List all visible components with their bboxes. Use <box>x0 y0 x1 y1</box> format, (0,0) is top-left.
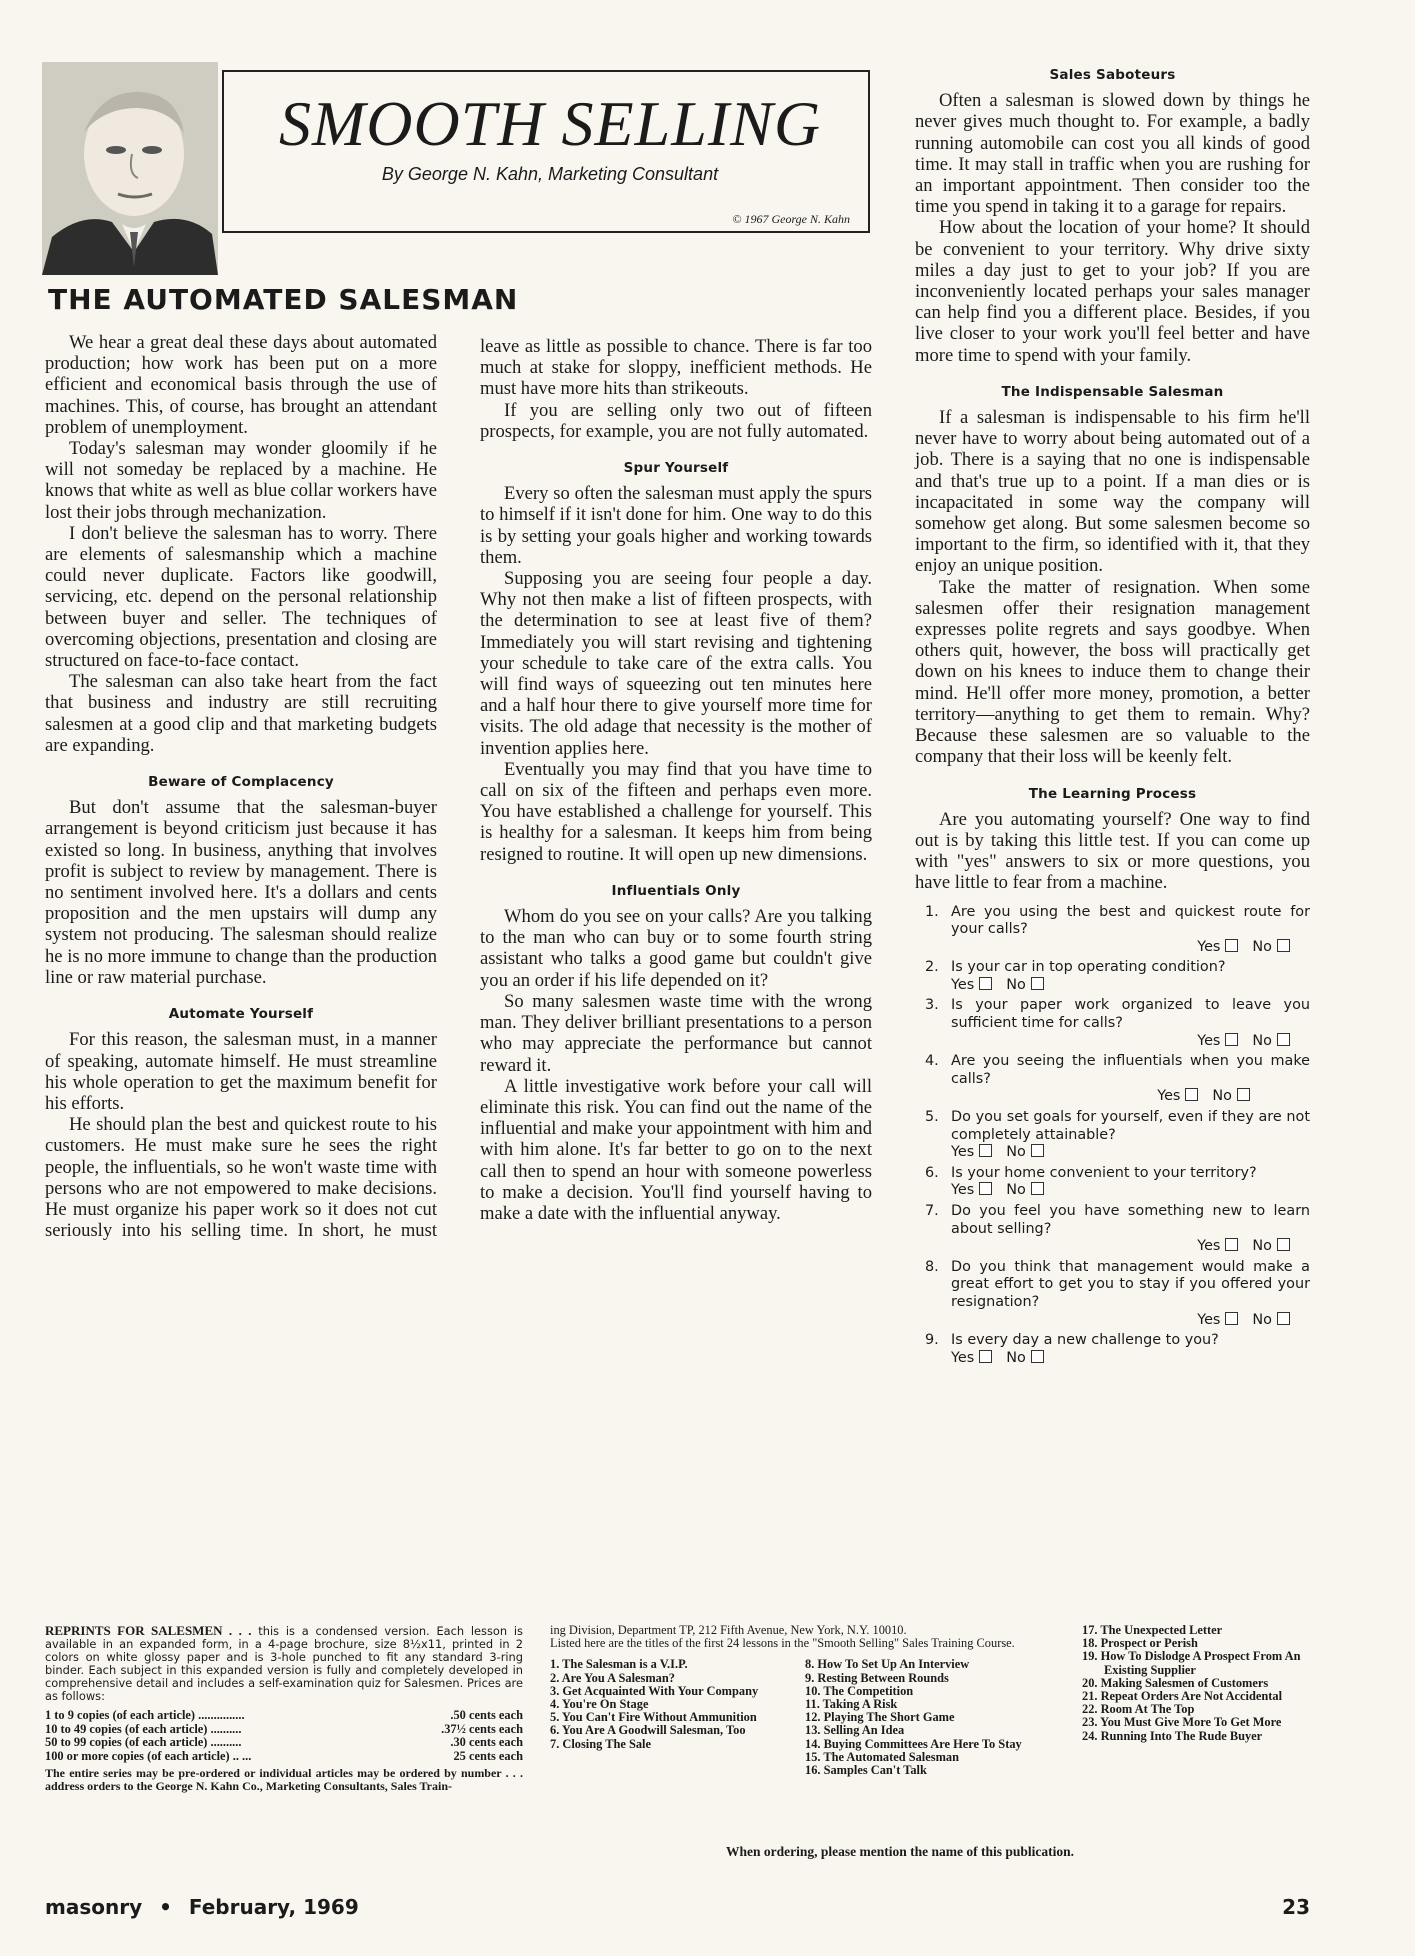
column-title: SMOOTH SELLING <box>278 88 822 159</box>
yes-checkbox[interactable] <box>1185 1088 1198 1101</box>
reprints-lead: REPRINTS FOR SALESMEN . . . <box>45 1623 252 1638</box>
paragraph: So many salesmen waste time with the wrong man. They deliver brilliant presentations to a person who may appreciate the performance but cannot reward it. <box>480 990 872 1076</box>
subheading: The Learning Process <box>1028 785 1197 802</box>
paragraph: If you are selling only two out of fifteen prospects, for example, you are not fully automated. <box>480 399 872 442</box>
lesson-item: 20. Making Salesmen of Customers <box>1082 1675 1269 1690</box>
price-row: 50 to 99 copies (of each article) .......... .30 cents each <box>45 1735 523 1750</box>
lesson-columns <box>550 1658 1070 1777</box>
yes-checkbox[interactable] <box>1225 1033 1238 1046</box>
lesson-item: 3. Get Acquainted With Your Company <box>550 1683 759 1698</box>
lesson-item: 13. Selling An Idea <box>805 1723 905 1738</box>
lesson-item: 14. Buying Committees Are Here To Stay <box>805 1736 1022 1751</box>
reprints-text: this is a condensed version. Each lesson is available in an expanded form, in a 4-page brochure, size 8½x11, printed in 2 colors on white glossy paper and is 3-hole punched to fit any standard 3-ring binder. Each subject in this expanded version is fully and completely developed in comprehensive detail and includes a self-examination quiz for Salesmen. Prices are as follows: <box>45 1624 523 1703</box>
paragraph: I don't believe the salesman has to worry. There are elements of salesmanship which a machine could never duplicate. Factors like goodwill, servicing, etc. depend on the personal relationship between buyer and seller. The techniques of overcoming objections, presentation and closing are structured on face-to-face contact. <box>45 522 437 672</box>
article-headline: THE AUTOMATED SALESMAN <box>48 283 519 316</box>
lesson-item: 5. You Can't Fire Without Ammunition <box>550 1710 757 1725</box>
quiz-question: 4. Are you seeing the influentials when you make calls? Yes No <box>925 1053 1310 1105</box>
lesson-list <box>805 1658 1070 1777</box>
paragraph: leave as little as possible to chance. There is far too much at stake for sloppy, inefficient methods. He must have more hits than strikeouts. <box>480 336 872 400</box>
lesson-item: 6. You Are A Goodwill Salesman, Too <box>550 1723 746 1738</box>
lesson-item: 22. Room At The Top <box>1082 1702 1195 1717</box>
paragraph: If a salesman is indispensable to his firm he'll never have to worry about being automated out of a job. There is a saying that no one is indispensable and that's true up to a point. If a man dies or is incapacitated in some way the company will somehow get along. But some salesmen become so important to the firm, so identified with it, that they enjoy an unique position. <box>915 407 1310 577</box>
lesson-item: 17. The Unexpected Letter <box>1082 1623 1223 1637</box>
quiz-question: 3. Is your paper work organized to leave you sufficient time for calls? Yes No <box>925 997 1310 1049</box>
lesson-list-3 <box>1082 1624 1312 1743</box>
subheading: Influentials Only <box>611 882 741 899</box>
lesson-item: 21. Repeat Orders Are Not Accidental <box>1082 1689 1283 1704</box>
lesson-item: 9. Resting Between Rounds <box>805 1670 949 1685</box>
yes-checkbox[interactable] <box>1225 1312 1238 1325</box>
bullet-separator: • <box>159 1895 172 1919</box>
no-checkbox[interactable] <box>1237 1088 1250 1101</box>
quiz-question: 8. Do you think that management would make a great effort to get you to stay if you offered your resignation? Yes No <box>925 1258 1310 1328</box>
subheading: Sales Saboteurs <box>1049 67 1176 83</box>
no-checkbox[interactable] <box>1277 1033 1290 1046</box>
paragraph: But don't assume that the salesman-buyer arrangement is beyond criticism just because it has existed so long. In business, anything that involves profit is subject to review by management. There is no sentiment involved here. It's a dollars and cents proposition and the men upstairs will dump any system not producing. The salesman should realize he is no more immune to change than the production line or raw material purchase. <box>45 797 437 988</box>
lesson-item: 19. How To Dislodge A Prospect From An Existing Supplier <box>1082 1649 1301 1677</box>
quiz-question: 7. Do you feel you have something new to learn about selling? Yes No <box>925 1203 1310 1255</box>
lesson-item: 11. Taking A Risk <box>805 1697 898 1712</box>
quiz-question: 2. Is your car in top operating condition? Yes No <box>925 959 1226 993</box>
lesson-item: 24. Running Into The Rude Buyer <box>1082 1728 1263 1743</box>
no-checkbox[interactable] <box>1277 1238 1290 1251</box>
no-checkbox[interactable] <box>1277 939 1290 952</box>
paragraph: Often a salesman is slowed down by things he never gives much thought to. For example, a badly running automobile can cost you all kinds of good time. It may stall in traffic when you are rushing for an important appointment. Then consider too the time you spend in taking it to a garage for repairs. <box>915 90 1310 218</box>
paragraph: Today's salesman may wonder gloomily if he will not someday be replaced by a machine. He knows that white as well as blue collar workers have lost their jobs through mechanization. <box>45 438 437 523</box>
yes-checkbox[interactable] <box>979 1144 992 1157</box>
no-checkbox[interactable] <box>1031 977 1044 990</box>
lesson-item: 4. You're On Stage <box>550 1697 649 1712</box>
price-row: 1 to 9 copies (of each article) ............... .50 cents each <box>45 1708 523 1722</box>
lesson-list <box>1082 1624 1312 1743</box>
lesson-item: 23. You Must Give More To Get More <box>1082 1715 1282 1730</box>
price-row: 100 or more copies (of each article) .. ... 25 cents each <box>45 1748 523 1763</box>
subheading: Spur Yourself <box>623 460 729 477</box>
paragraph: Are you automating yourself? One way to find out is by taking this little test. If you can come up with "yes" answers to six or more questions, you have little to fear from a machine. <box>915 808 1310 894</box>
paragraph: Supposing you are seeing four people a day. Why not then make a list of fifteen prospects, with the determination to see at least five of them? Immediately you will start revising and tightening your schedule to take care of the extra calls. You will find ways of squeezing out ten minutes here and a half hour there to give yourself more time for visits. The old adage that necessity is the mother of invention applies here. <box>480 568 872 759</box>
yes-checkbox[interactable] <box>1225 1238 1238 1251</box>
lessons-listing <box>550 1624 1070 1777</box>
paragraph: We hear a great deal these days about automated production; how work has been put on a more efficient and economical basis through the use of machines. This, of course, has brought an attendant problem of unemployment. <box>45 332 437 438</box>
subheading: Beware of Complacency <box>148 774 334 791</box>
byline: By George N. Kahn, Marketing Consultant <box>381 164 719 184</box>
yes-checkbox[interactable] <box>979 1350 992 1363</box>
lesson-item: 1. The Salesman is a V.I.P. <box>550 1657 688 1672</box>
page-footer <box>45 1895 359 1919</box>
address-continued: ing Division, Department TP, 212 Fifth Avenue, New York, N.Y. 10010. <box>550 1623 907 1637</box>
paragraph: Whom do you see on your calls? Are you talking to the man who can buy or to some fourth string assistant who talks a good game but couldn't give you an order if his life depended on it? <box>480 906 872 991</box>
lesson-item: 8. How To Set Up An Interview <box>805 1657 970 1672</box>
no-checkbox[interactable] <box>1277 1312 1290 1325</box>
no-checkbox[interactable] <box>1031 1144 1044 1157</box>
lesson-item: 16. Samples Can't Talk <box>805 1763 927 1778</box>
no-checkbox[interactable] <box>1031 1182 1044 1195</box>
quiz-question: 9. Is every day a new challenge to you? Yes No <box>925 1332 1219 1366</box>
lesson-item: 10. The Competition <box>805 1683 914 1698</box>
quiz-question: 5. Do you set goals for yourself, even if they are not completely attainable? Yes No <box>925 1109 1310 1161</box>
quiz-question: 6. Is your home convenient to your territory? Yes No <box>925 1164 1257 1199</box>
lesson-list <box>550 1658 785 1777</box>
copyright: © 1967 George N. Kahn <box>732 212 850 226</box>
article-column-3 <box>915 65 1310 1370</box>
self-test-quiz <box>925 904 1310 1368</box>
order-address: The entire series may be pre-ordered or individual articles may be ordered by number . . . address orders to the George N. Kahn Co., Marketing Consultants, Sales Train- <box>45 1766 523 1794</box>
lesson-item: 12. Playing The Short Game <box>805 1710 955 1725</box>
paragraph: Every so often the salesman must apply the spurs to himself if it isn't done for him. One way to do this is by setting your goals higher and working towards them. <box>480 483 872 568</box>
reprints-notice <box>45 1624 523 1793</box>
page-number: 23 <box>1282 1895 1310 1919</box>
yes-checkbox[interactable] <box>1225 939 1238 952</box>
yes-checkbox[interactable] <box>979 1182 992 1195</box>
article-column-1 <box>45 332 437 1241</box>
no-checkbox[interactable] <box>1031 1350 1044 1363</box>
paragraph: He should plan the best and quickest route to his customers. He must make sure he sees the right people, the influentials, so he won't waste time with persons who are not empowered to make decisions. He must organize his paper work so it does not cut seriously into his selling time. In short, he must <box>45 1114 437 1242</box>
subheading: The Indispensable Salesman <box>1001 383 1224 400</box>
lesson-item: 7. Closing The Sale <box>550 1736 651 1751</box>
author-portrait-image <box>42 62 218 275</box>
subheading: Automate Yourself <box>168 1006 314 1023</box>
paragraph: Take the matter of resignation. When some salesmen offer their resignation management expresses polite regrets and says goodbye. When others quit, however, the boss will practically get down on his knees to induce them to change their mind. He'll offer more money, promotion, a better territory—anything to get them to remain. Why? Because these salesmen are so valuable to the company that their loss will be keenly felt. <box>915 576 1310 768</box>
lesson-item: 18. Prospect or Perish <box>1082 1636 1198 1651</box>
article-column-2 <box>480 336 872 1224</box>
price-row: 10 to 49 copies (of each article) .......... .37½ cents each <box>45 1721 523 1736</box>
paragraph: Eventually you may find that you have time to call on six of the fifteen and perhaps even more. You have established a challenge for yourself. This is healthy for a salesman. It keeps him from being resigned to routine. It will open up new dimensions. <box>480 758 872 865</box>
paragraph: The salesman can also take heart from the fact that business and industry are still recruiting salesmen at a good clip and that marketing budgets are expanding. <box>45 671 437 756</box>
lessons-intro: Listed here are the titles of the first 24 lessons in the "Smooth Selling" Sales Training Course. <box>550 1636 1015 1651</box>
paragraph: How about the location of your home? It should be convenient to your territory. Why drive sixty miles a day just to get to your job? If you are inconveniently located perhaps your sales manager can help find you a different place. Besides, if you live closer to your work you'll feel better and have more time to spend with your family. <box>915 217 1310 366</box>
paragraph: For this reason, the salesman must, in a manner of speaking, automate himself. He must streamline his whole operation to get the maximum benefit for his efforts. <box>45 1029 437 1114</box>
price-list <box>45 1709 523 1763</box>
yes-checkbox[interactable] <box>979 977 992 990</box>
issue-date: February, 1969 <box>188 1895 359 1919</box>
ordering-note: When ordering, please mention the name of this publication. <box>725 1844 1074 1859</box>
lesson-item: 2. Are You A Salesman? <box>550 1670 675 1685</box>
publication-name: masonry <box>45 1895 143 1919</box>
author-photo <box>42 62 218 275</box>
lesson-item: 15. The Automated Salesman <box>805 1749 959 1764</box>
quiz-question: 1. Are you using the best and quickest route for your calls? Yes No <box>925 903 1310 955</box>
paragraph: A little investigative work before your call will eliminate this risk. You can find out the name of the influential and make your appointment with him and with him alone. It's far better to go on to the next call then to spend an hour with someone powerless to make a decision. You'll find yourself having to make a date with the influential anyway. <box>480 1075 872 1224</box>
